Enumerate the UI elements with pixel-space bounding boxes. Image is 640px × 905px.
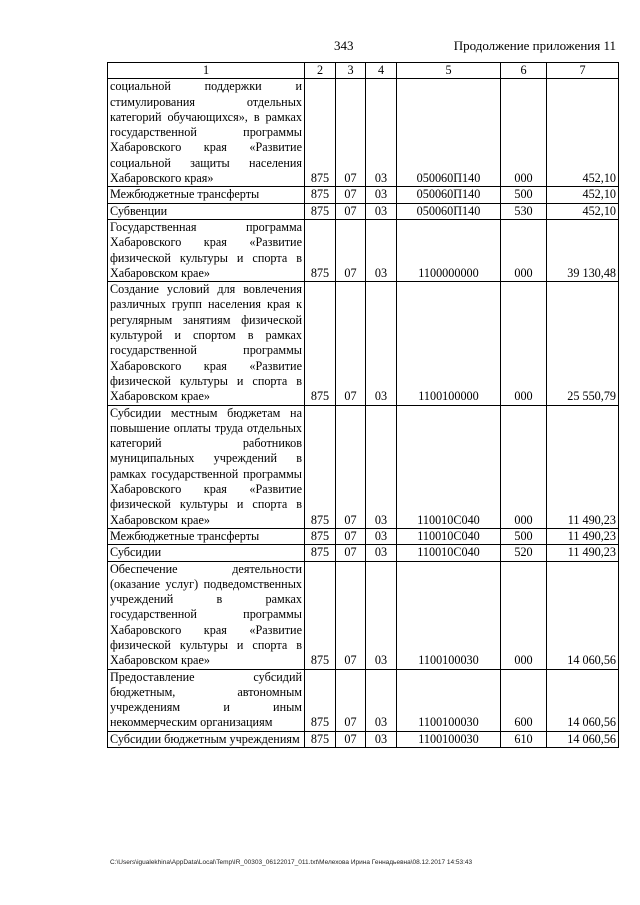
cell-code-3: 07 — [336, 731, 366, 747]
cell-code-2: 875 — [305, 79, 336, 187]
cell-code-3: 07 — [336, 187, 366, 203]
cell-code-2: 875 — [305, 561, 336, 669]
cell-amount: 11 490,23 — [547, 405, 619, 528]
cell-code-5: 110010С040 — [397, 545, 501, 561]
cell-code-4: 03 — [366, 187, 397, 203]
column-header: 1 — [108, 63, 305, 79]
cell-amount: 14 060,56 — [547, 669, 619, 731]
cell-code-3: 07 — [336, 405, 366, 528]
cell-code-2: 875 — [305, 669, 336, 731]
row-name: Предоставление субсидий бюджетным, автономным учреждениям и иным некоммерческим организациям — [108, 669, 305, 731]
cell-code-5: 050060П140 — [397, 79, 501, 187]
table-row — [108, 203, 619, 219]
table-row — [108, 282, 619, 405]
table-row — [108, 669, 619, 731]
row-name: Субсидии — [108, 545, 305, 561]
row-name: Межбюджетные трансферты — [108, 528, 305, 544]
column-header: 3 — [336, 63, 366, 79]
cell-amount: 39 130,48 — [547, 219, 619, 281]
column-header: 7 — [547, 63, 619, 79]
table-row — [108, 187, 619, 203]
row-name: социальной поддержки и стимулирования отдельных категорий обучающихся», в рамках государственной программы Хабаровского края «Развитие социальной защиты населения Хабаровского края» — [108, 79, 305, 187]
cell-code-3: 07 — [336, 203, 366, 219]
cell-amount: 25 550,79 — [547, 282, 619, 405]
column-header: 5 — [397, 63, 501, 79]
cell-code-6: 000 — [501, 282, 547, 405]
row-name: Субвенции — [108, 203, 305, 219]
table-row — [108, 545, 619, 561]
cell-code-4: 03 — [366, 528, 397, 544]
cell-code-4: 03 — [366, 545, 397, 561]
cell-code-6: 000 — [501, 219, 547, 281]
footer-file-path: C:\Users\igualekhina\AppData\Local\Temp\IR_00303_06122017_011.txt\Мелехова Ирина Геннадьевна\08.12.2017 14:53:43 — [110, 859, 473, 866]
cell-code-6: 500 — [501, 528, 547, 544]
cell-code-4: 03 — [366, 561, 397, 669]
cell-code-4: 03 — [366, 669, 397, 731]
cell-code-6: 500 — [501, 187, 547, 203]
table-row — [108, 79, 619, 187]
cell-code-4: 03 — [366, 203, 397, 219]
cell-code-5: 050060П140 — [397, 187, 501, 203]
cell-code-6: 600 — [501, 669, 547, 731]
cell-code-5: 110010С040 — [397, 405, 501, 528]
cell-amount: 452,10 — [547, 187, 619, 203]
row-name: Субсидии бюджетным учреждениям — [108, 731, 305, 747]
table-row — [108, 528, 619, 544]
cell-code-4: 03 — [366, 282, 397, 405]
cell-code-2: 875 — [305, 528, 336, 544]
cell-code-5: 1100100030 — [397, 561, 501, 669]
cell-code-6: 610 — [501, 731, 547, 747]
table-row — [108, 561, 619, 669]
cell-code-4: 03 — [366, 79, 397, 187]
row-name: Обеспечение деятельности (оказание услуг) подведомственных учреждений в рамках государственной программы Хабаровского края «Развитие физической культуры и спорта в Хабаровском крае» — [108, 561, 305, 669]
cell-code-3: 07 — [336, 669, 366, 731]
column-header: 4 — [366, 63, 397, 79]
table-row — [108, 731, 619, 747]
table-row — [108, 405, 619, 528]
cell-code-6: 530 — [501, 203, 547, 219]
cell-code-5: 1100000000 — [397, 219, 501, 281]
row-name: Создание условий для вовлечения различных групп населения края к регулярным занятиям физической культурой и спортом в рамках государственной программы Хабаровского края «Развитие физической культуры и спорта в Хабаровском крае» — [108, 282, 305, 405]
cell-code-5: 110010С040 — [397, 528, 501, 544]
cell-code-5: 050060П140 — [397, 203, 501, 219]
cell-code-4: 03 — [366, 219, 397, 281]
cell-code-5: 1100100030 — [397, 731, 501, 747]
appendix-title: Продолжение приложения 11 — [453, 38, 616, 53]
cell-code-3: 07 — [336, 219, 366, 281]
cell-code-4: 03 — [366, 731, 397, 747]
cell-code-2: 875 — [305, 282, 336, 405]
cell-code-4: 03 — [366, 405, 397, 528]
column-header: 6 — [501, 63, 547, 79]
cell-code-2: 875 — [305, 203, 336, 219]
row-name: Государственная программа Хабаровского края «Развитие физической культуры и спорта в Хабаровском крае» — [108, 219, 305, 281]
cell-amount: 14 060,56 — [547, 561, 619, 669]
table-header-row — [108, 63, 619, 79]
cell-code-2: 875 — [305, 219, 336, 281]
row-name: Субсидии местным бюджетам на повышение оплаты труда отдельных категорий работников муниципальных учреждений в рамках государственной программы Хабаровского края «Развитие физической культуры и спорта в Хабаровском крае» — [108, 405, 305, 528]
cell-code-5: 1100100000 — [397, 282, 501, 405]
cell-amount: 452,10 — [547, 203, 619, 219]
cell-code-2: 875 — [305, 545, 336, 561]
cell-code-6: 000 — [501, 561, 547, 669]
cell-amount: 11 490,23 — [547, 528, 619, 544]
page-number: 343 — [334, 38, 354, 53]
cell-code-3: 07 — [336, 545, 366, 561]
table-row — [108, 219, 619, 281]
cell-code-3: 07 — [336, 561, 366, 669]
column-header: 2 — [305, 63, 336, 79]
cell-code-3: 07 — [336, 282, 366, 405]
cell-code-3: 07 — [336, 79, 366, 187]
cell-amount: 14 060,56 — [547, 731, 619, 747]
cell-code-2: 875 — [305, 405, 336, 528]
cell-code-6: 000 — [501, 405, 547, 528]
budget-table — [107, 62, 619, 748]
cell-amount: 452,10 — [547, 79, 619, 187]
cell-code-6: 000 — [501, 79, 547, 187]
cell-code-6: 520 — [501, 545, 547, 561]
row-name: Межбюджетные трансферты — [108, 187, 305, 203]
cell-amount: 11 490,23 — [547, 545, 619, 561]
cell-code-2: 875 — [305, 731, 336, 747]
cell-code-5: 1100100030 — [397, 669, 501, 731]
cell-code-3: 07 — [336, 528, 366, 544]
cell-code-2: 875 — [305, 187, 336, 203]
